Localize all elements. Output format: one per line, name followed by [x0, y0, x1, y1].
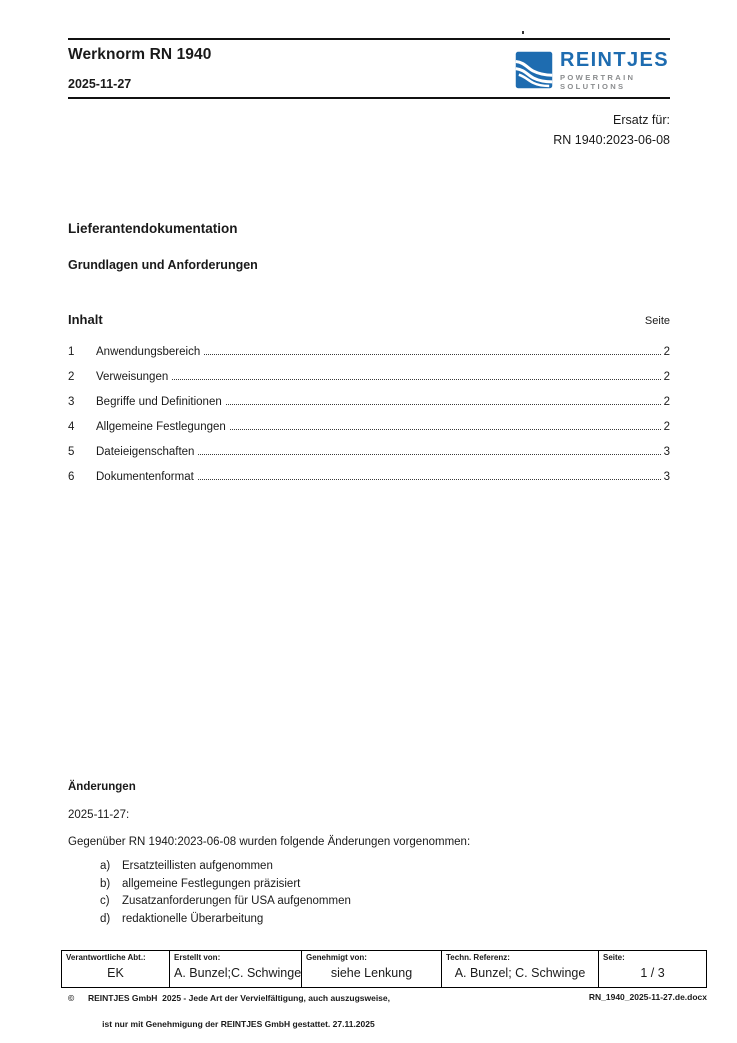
- footer-cell-value: siehe Lenkung: [330, 966, 413, 980]
- footer-cell-label: Genehmigt von:: [306, 953, 367, 962]
- footer-cell-label: Verantwortliche Abt.:: [66, 953, 146, 962]
- change-item-text: redaktionelle Überarbeitung: [122, 912, 264, 925]
- copyright-line1: REINTJES GmbH 2025 - Jede Art der Vervielfältigung, auch auszugsweise,: [88, 993, 391, 1003]
- copyright-note: [68, 992, 390, 1043]
- copyright-symbol: ©: [68, 993, 75, 1003]
- logo-text: [560, 50, 690, 91]
- header-bottom-rule: [68, 97, 670, 99]
- replacement-label: Ersatz für:: [613, 113, 670, 127]
- toc-entry-number: 2: [68, 371, 75, 383]
- toc-leader: [198, 479, 661, 480]
- footer-cell-value: EK: [107, 966, 124, 980]
- changes-date: 2025-11-27:: [68, 809, 130, 821]
- toc-entry-title[interactable]: Dokumentenformat: [96, 471, 194, 483]
- footer-cell-tech-reference: [442, 951, 599, 987]
- change-item-marker: d): [100, 912, 111, 925]
- toc-entry-page: 2: [663, 421, 670, 433]
- brand-logo: [515, 48, 690, 92]
- change-item-text: Zusatzanforderungen für USA aufgenommen: [122, 895, 351, 907]
- toc-entry[interactable]: [68, 396, 670, 421]
- toc-leader: [226, 404, 661, 405]
- logo-wave-icon: [515, 51, 553, 89]
- change-item-marker: a): [100, 860, 111, 872]
- toc-entry-title[interactable]: Begriffe und Definitionen: [96, 396, 222, 408]
- footer-table: [61, 950, 707, 988]
- footer-cell-approved-by: [302, 951, 442, 987]
- footer-cell-value: A. Bunzel; C. Schwinge: [454, 966, 586, 980]
- toc-entry-number: 3: [68, 396, 75, 408]
- toc-entry-page: 3: [663, 471, 670, 483]
- doc-date: 2025-11-27: [68, 77, 132, 91]
- toc-entry[interactable]: [68, 421, 670, 446]
- toc-entry-page: 2: [663, 371, 670, 383]
- footer-cell-value: 1 / 3: [640, 966, 665, 980]
- center-mark-dot: [522, 31, 524, 34]
- toc-entry-number: 6: [68, 471, 75, 483]
- toc-leader: [172, 379, 660, 380]
- toc-entry-number: 1: [68, 346, 75, 358]
- footer-cell-responsible-dept: [62, 951, 170, 987]
- replacement-note: [553, 110, 670, 150]
- change-item-marker: b): [100, 877, 111, 890]
- toc-leader: [204, 354, 660, 355]
- brand-tagline: POWERTRAIN SOLUTIONS: [560, 72, 636, 91]
- toc-entry-page: 2: [663, 396, 670, 408]
- toc-entry-number: 5: [68, 446, 75, 458]
- changes-list: [68, 858, 670, 928]
- doc-type-title: Werknorm RN 1940: [68, 46, 212, 63]
- toc-entry-page: 2: [663, 346, 670, 358]
- doc-title: Lieferantendokumentation: [68, 221, 238, 236]
- toc-entry-title[interactable]: Allgemeine Festlegungen: [96, 421, 226, 433]
- header-top-rule: [68, 38, 670, 40]
- toc-heading: Inhalt: [68, 312, 103, 327]
- toc-entry[interactable]: [68, 471, 670, 496]
- footer-cell-label: Erstellt von:: [174, 953, 221, 962]
- footer-cell-created-by: [170, 951, 302, 987]
- change-item: [68, 858, 670, 876]
- change-item-text: Ersatzteillisten aufgenommen: [122, 860, 273, 872]
- toc-entry-page: 3: [663, 446, 670, 458]
- toc-leader: [198, 454, 660, 455]
- change-item: [68, 876, 670, 894]
- copyright-text: [88, 992, 390, 1043]
- replacement-value: RN 1940:2023-06-08: [553, 133, 670, 147]
- toc-entry[interactable]: [68, 371, 670, 396]
- change-item-text: allgemeine Festlegungen präzisiert: [122, 877, 301, 890]
- toc-page-label: Seite: [644, 315, 670, 327]
- toc-entry[interactable]: [68, 446, 670, 471]
- toc-entry-title[interactable]: Verweisungen: [96, 371, 169, 383]
- footer-cell-page: [599, 951, 706, 987]
- toc-entry-title[interactable]: Dateieigenschaften: [96, 446, 195, 458]
- footer-cell-label: Seite:: [603, 953, 625, 962]
- toc-header-row: [68, 312, 670, 327]
- change-item-marker: c): [100, 895, 110, 907]
- document-filename: RN_1940_2025-11-27.de.docx: [588, 992, 707, 1002]
- toc-leader: [230, 429, 661, 430]
- toc-list: [68, 346, 670, 496]
- copyright-line2: ist nur mit Genehmigung der REINTJES GmbH gestattet. 27.11.2025: [102, 1019, 375, 1029]
- toc-entry-number: 4: [68, 421, 75, 433]
- doc-subtitle: Grundlagen und Anforderungen: [68, 258, 258, 272]
- footer-cell-label: Techn. Referenz:: [446, 953, 510, 962]
- changes-intro: Gegenüber RN 1940:2023-06-08 wurden folgende Änderungen vorgenommen:: [68, 836, 471, 848]
- changes-heading: Änderungen: [68, 781, 136, 793]
- brand-name: REINTJES: [560, 48, 670, 71]
- toc-entry-title[interactable]: Anwendungsbereich: [96, 346, 201, 358]
- footer-cell-value: A. Bunzel;C. Schwinge: [174, 966, 302, 980]
- change-item: [68, 893, 670, 911]
- changes-section: [68, 781, 670, 928]
- change-item: [68, 911, 670, 929]
- toc-entry[interactable]: [68, 346, 670, 371]
